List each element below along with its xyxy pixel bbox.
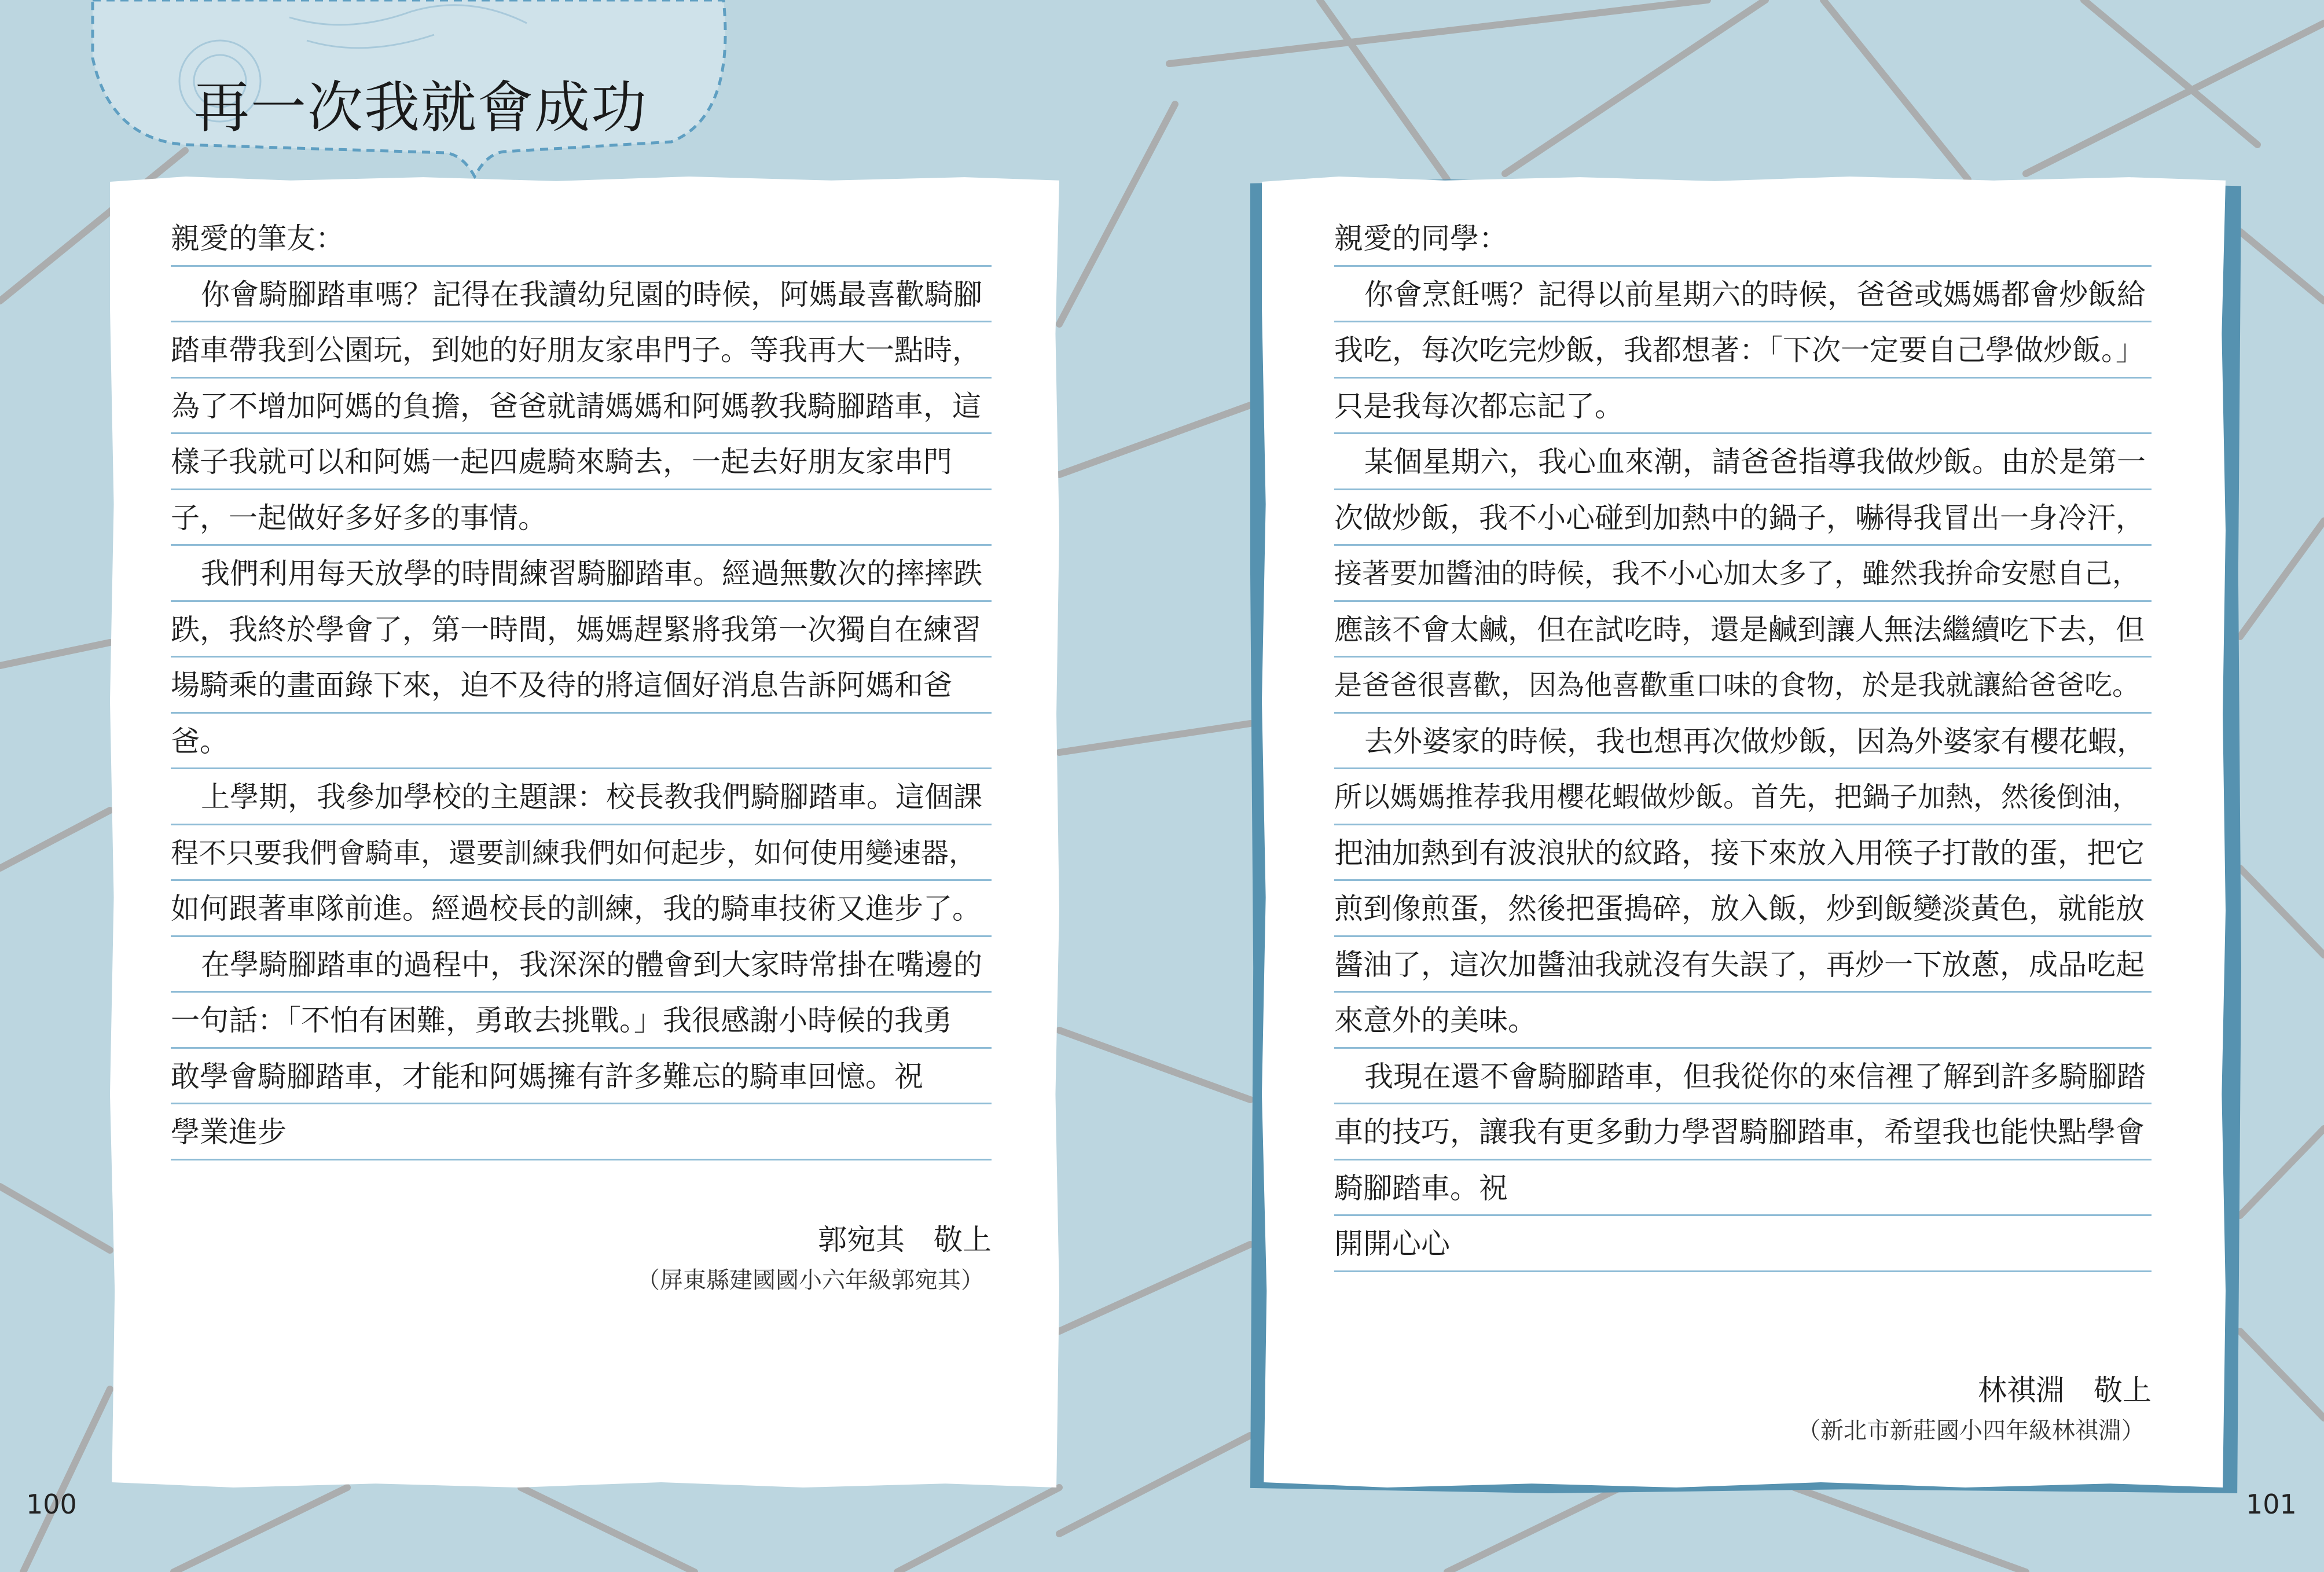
letter-closing: 學業進步 [171,1104,992,1160]
letter-line: 如何跟著車隊前進。經過校長的訓練，我的騎車技術又進步了。 [171,881,992,937]
letter-line: 騎腳踏車。祝 [1334,1160,2152,1217]
letter-signature: 林祺淵 敬上 [1978,1373,2152,1407]
letter-closing: 開開心心 [1334,1216,2152,1272]
letter-line: 上學期，我參加學校的主題課：校長教我們騎腳踏車。這個課 [171,769,992,825]
letter-line: 你會烹飪嗎？記得以前星期六的時候，爸爸或媽媽都會炒飯給 [1334,267,2152,323]
letter-author-source: （屏東縣建國國小六年級郭宛其） [637,1267,984,1294]
letter-line: 一句話：「不怕有困難，勇敢去挑戰。」我很感謝小時候的我勇 [171,993,992,1049]
letter-line: 你會騎腳踏車嗎？記得在我讀幼兒園的時候，阿媽最喜歡騎腳 [171,267,992,323]
letter-line: 某個星期六，我心血來潮，請爸爸指導我做炒飯。由於是第一 [1334,434,2152,490]
letter-line: 車的技巧，讓我有更多動力學習騎腳踏車，希望我也能快點學會 [1334,1104,2152,1160]
letter-line: 來意外的美味。 [1334,993,2152,1049]
letter-line: 我們利用每天放學的時間練習騎腳踏車。經過無數次的摔摔跌 [171,546,992,602]
letter-line: 樣子我就可以和阿媽一起四處騎來騎去，一起去好朋友家串門 [171,434,992,490]
letter-line: 接著要加醬油的時候，我不小心加太多了，雖然我拚命安慰自己， [1334,546,2152,602]
page-number-right: 101 [2246,1489,2297,1520]
letter-line: 是爸爸很喜歡，因為他喜歡重口味的食物，於是我就讓給爸爸吃。 [1334,658,2152,714]
letter-line: 在學騎腳踏車的過程中，我深深的體會到大家時常掛在嘴邊的 [171,937,992,993]
letter-left [171,211,992,1160]
letter-line: 為了不增加阿媽的負擔，爸爸就請媽媽和阿媽教我騎腳踏車，這 [171,379,992,435]
letter-line: 只是我每次都忘記了。 [1334,379,2152,435]
page-number-left: 100 [26,1489,77,1520]
page-title: 再一次我就會成功 [194,75,648,140]
letter-greeting: 親愛的同學： [1334,211,2152,267]
letter-line: 我吃，每次吃完炒飯，我都想著：「下次一定要自己學做炒飯。」 [1334,322,2152,379]
letter-line: 應該不會太鹹，但在試吃時，還是鹹到讓人無法繼續吃下去，但 [1334,602,2152,658]
letter-greeting: 親愛的筆友： [171,211,992,267]
letter-line: 煎到像煎蛋，然後把蛋搗碎，放入飯，炒到飯變淡黃色，就能放 [1334,881,2152,937]
letter-line: 程不只要我們會騎車，還要訓練我們如何起步，如何使用變速器， [171,825,992,882]
letter-line: 踏車帶我到公園玩，到她的好朋友家串門子。等我再大一點時， [171,322,992,379]
letter-line: 場騎乘的畫面錄下來，迫不及待的將這個好消息告訴阿媽和爸 [171,658,992,714]
letter-line: 把油加熱到有波浪狀的紋路，接下來放入用筷子打散的蛋，把它 [1334,825,2152,882]
letter-line: 醬油了，這次加醬油我就沒有失誤了，再炒一下放蔥，成品吃起 [1334,937,2152,993]
letter-line: 次做炒飯，我不小心碰到加熱中的鍋子，嚇得我冒出一身冷汗， [1334,490,2152,546]
letter-line: 去外婆家的時候，我也想再次做炒飯，因為外婆家有櫻花蝦， [1334,714,2152,770]
letter-line: 爸。 [171,714,992,770]
letter-signature: 郭宛其 敬上 [818,1223,992,1257]
letter-line: 我現在還不會騎腳踏車，但我從你的來信裡了解到許多騎腳踏 [1334,1049,2152,1105]
letter-right [1334,211,2152,1272]
letter-line: 敢學會騎腳踏車，才能和阿媽擁有許多難忘的騎車回憶。祝 [171,1049,992,1105]
letter-author-source: （新北市新莊國小四年級林祺淵） [1797,1417,2145,1444]
letter-line: 子，一起做好多好多的事情。 [171,490,992,546]
letter-line: 所以媽媽推荐我用櫻花蝦做炒飯。首先，把鍋子加熱，然後倒油， [1334,769,2152,825]
letter-line: 跌，我終於學會了，第一時間，媽媽趕緊將我第一次獨自在練習 [171,602,992,658]
